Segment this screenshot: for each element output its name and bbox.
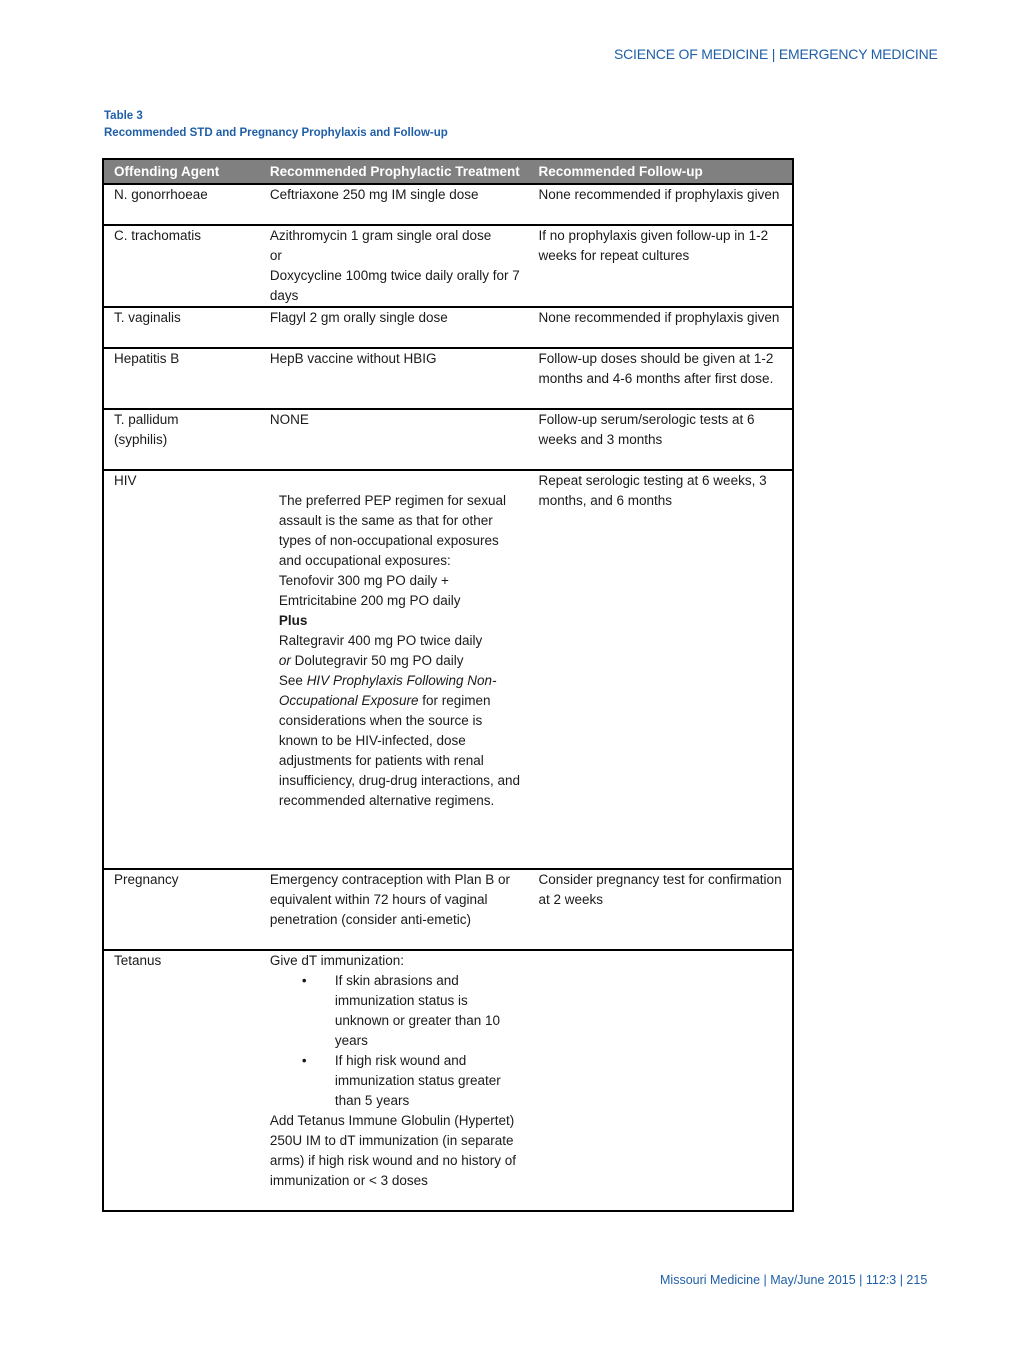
tetanus-criteria-list xyxy=(270,971,521,1111)
list-item-text: If high risk wound and immunization status greater than 5 years xyxy=(334,1053,501,1108)
table-label: Table 3 xyxy=(104,110,143,122)
agent-line: (syphilis) xyxy=(114,432,168,447)
agent-cell: Hepatitis B xyxy=(103,348,260,409)
list-item xyxy=(301,971,521,1051)
prophylaxis-table xyxy=(102,158,794,1212)
table-header-row xyxy=(103,159,793,184)
followup-cell: If no prophylaxis given follow-up in 1-2 weeks for repeat cultures xyxy=(528,225,793,307)
hiv-or: or xyxy=(278,653,291,668)
table-row xyxy=(103,409,793,470)
agent-cell: N. gonorrhoeae xyxy=(103,184,260,225)
treatment-cell: Flagyl 2 gm orally single dose xyxy=(260,307,529,348)
hiv-drug-line: Emtricitabine 200 mg PO daily xyxy=(278,593,461,608)
treatment-cell xyxy=(260,225,529,307)
table-row xyxy=(103,950,793,1211)
list-item-text: If skin abrasions and immunization status is unknown or greater than 10 years xyxy=(334,973,501,1048)
treatment-line: or xyxy=(269,248,282,263)
followup-cell: Follow-up serum/serologic tests at 6 weeks and 3 months xyxy=(528,409,793,470)
agent-cell: Pregnancy xyxy=(103,869,260,950)
page-footer: Missouri Medicine | May/June 2015 | 112:3 | 215 xyxy=(660,1273,928,1287)
treatment-cell: NONE xyxy=(260,409,529,470)
followup-cell: Repeat serologic testing at 6 weeks, 3 months, and 6 months xyxy=(528,470,793,869)
treatment-cell: Ceftriaxone 250 mg IM single dose xyxy=(260,184,529,225)
treatment-cell xyxy=(260,470,529,869)
agent-cell: C. trachomatis xyxy=(103,225,260,307)
followup-cell: None recommended if prophylaxis given xyxy=(528,184,793,225)
hiv-see: See xyxy=(278,673,307,688)
column-header-followup: Recommended Follow-up xyxy=(528,159,793,184)
hiv-intro: The preferred PEP regimen for sexual assault is the same as that for other types of non-occupational exposures and occupational exposures: xyxy=(278,493,507,568)
bullet-icon: • xyxy=(301,1053,307,1068)
column-header-agent: Offending Agent xyxy=(103,159,260,184)
followup-cell: Consider pregnancy test for confirmation at 2 weeks xyxy=(528,869,793,950)
table-title: Recommended STD and Pregnancy Prophylaxis and Follow-up xyxy=(104,127,448,139)
hiv-drug-line: Raltegravir 400 mg PO twice daily xyxy=(278,633,483,648)
table-row xyxy=(103,470,793,869)
agent-line: T. pallidum xyxy=(114,412,179,427)
column-header-treatment: Recommended Prophylactic Treatment xyxy=(260,159,529,184)
agent-cell: T. vaginalis xyxy=(103,307,260,348)
treatment-cell: HepB vaccine without HBIG xyxy=(260,348,529,409)
bullet-icon: • xyxy=(301,973,307,988)
agent-cell: Tetanus xyxy=(103,950,260,1211)
treatment-line: Azithromycin 1 gram single oral dose xyxy=(269,228,492,243)
hiv-drug-line: Dolutegravir 50 mg PO daily xyxy=(290,653,464,668)
hiv-reference-title: HIV Prophylaxis Following Non-Occupational Exposure xyxy=(278,673,497,708)
treatment-cell: Emergency contraception with Plan B or equivalent within 72 hours of vaginal penetration (consider anti-emetic) xyxy=(260,869,529,950)
hiv-reference-note xyxy=(279,671,521,811)
followup-cell: Follow-up doses should be given at 1-2 months and 4-6 months after first dose. xyxy=(528,348,793,409)
hiv-drug-line: Tenofovir 300 mg PO daily + xyxy=(278,573,449,588)
agent-cell xyxy=(103,409,260,470)
tetanus-outro: Add Tetanus Immune Globulin (Hypertet) 250U IM to dT immunization (in separate arms) if high risk wound and no history of immunization or < 3 doses xyxy=(269,1113,517,1188)
running-header: SCIENCE OF MEDICINE | EMERGENCY MEDICINE xyxy=(614,46,938,62)
tetanus-intro: Give dT immunization: xyxy=(269,953,404,968)
hiv-reference-rest: for regimen considerations when the source is known to be HIV-infected, dose adjustments for patients with renal insufficiency, drug-drug interactions, and recommended alternative regimens. xyxy=(278,693,521,808)
table-row xyxy=(103,307,793,348)
hiv-alternative xyxy=(279,651,521,671)
table-caption xyxy=(104,108,448,142)
table-row xyxy=(103,348,793,409)
treatment-cell xyxy=(260,950,529,1211)
hiv-regimen xyxy=(270,471,521,811)
table-row xyxy=(103,869,793,950)
table-row xyxy=(103,184,793,225)
treatment-line: Doxycycline 100mg twice daily orally for 7 days xyxy=(269,268,520,303)
followup-cell xyxy=(528,950,793,1211)
agent-cell: HIV xyxy=(103,470,260,869)
list-item xyxy=(301,1051,521,1111)
hiv-plus: Plus xyxy=(278,613,308,628)
followup-cell: None recommended if prophylaxis given xyxy=(528,307,793,348)
table-row xyxy=(103,225,793,307)
